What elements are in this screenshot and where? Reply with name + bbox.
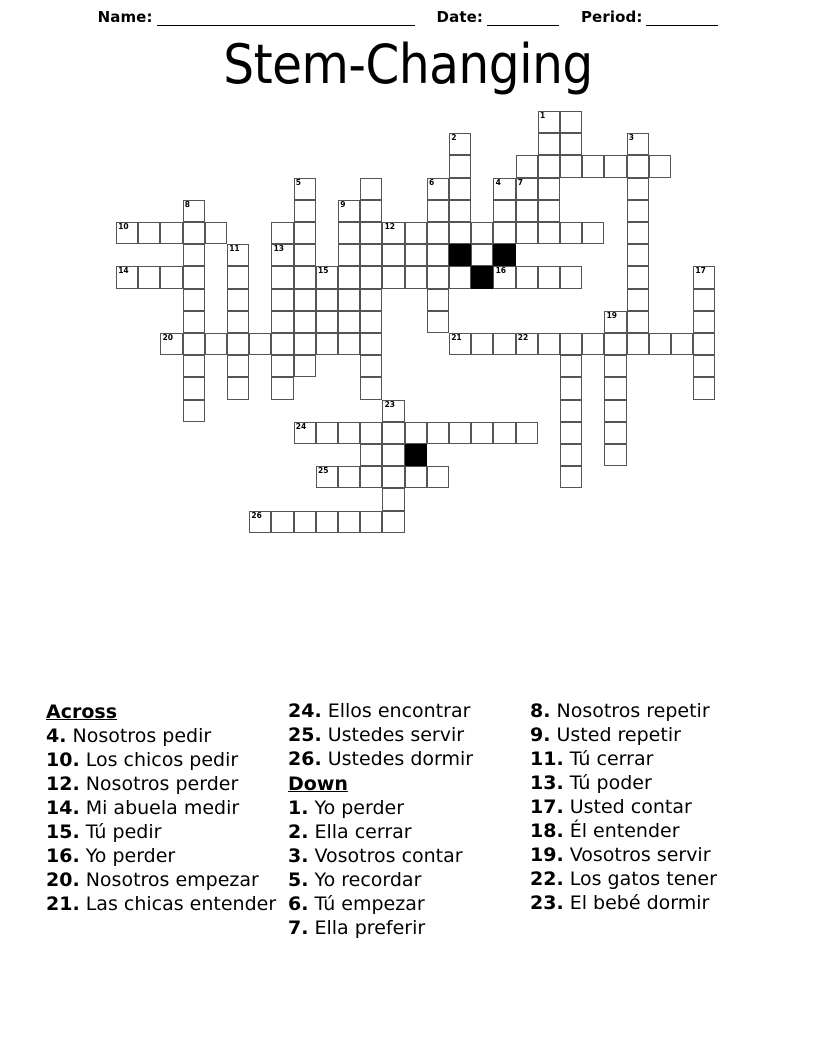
down-clue-number: 7.: [288, 917, 309, 939]
clue-lists: [46, 700, 776, 990]
grid-letter-cell[interactable]: [183, 400, 205, 422]
grid-letter-cell[interactable]: [338, 422, 360, 444]
grid-letter-cell[interactable]: [516, 155, 538, 177]
grid-letter-cell[interactable]: [360, 355, 382, 377]
grid-letter-cell[interactable]: [360, 244, 382, 266]
grid-letter-cell[interactable]: [382, 488, 404, 510]
grid-clue-number: 24: [295, 421, 307, 431]
grid-clue-number: 26: [251, 510, 262, 520]
grid-letter-cell[interactable]: [560, 266, 582, 288]
down-clue-number: 1.: [288, 797, 309, 819]
grid-letter-cell[interactable]: [405, 266, 427, 288]
grid-letter-cell[interactable]: [427, 466, 449, 488]
across-clue: 25. Ustedes servir: [288, 724, 465, 746]
grid-letter-cell[interactable]: [538, 266, 560, 288]
grid-letter-cell[interactable]: [160, 333, 182, 355]
across-heading: Across: [46, 701, 118, 723]
grid-clue-number: 9: [340, 199, 346, 209]
grid-letter-cell[interactable]: [382, 244, 404, 266]
grid-letter-cell[interactable]: [205, 222, 227, 244]
grid-letter-cell[interactable]: [316, 266, 338, 288]
grid-letter-cell[interactable]: [493, 178, 515, 200]
grid-letter-cell[interactable]: [360, 266, 382, 288]
grid-letter-cell[interactable]: [627, 222, 649, 244]
grid-letter-cell[interactable]: [516, 266, 538, 288]
grid-letter-cell[interactable]: [294, 222, 316, 244]
grid-letter-cell[interactable]: [227, 266, 249, 288]
grid-letter-cell[interactable]: [582, 155, 604, 177]
across-clue: 21. Las chicas entender: [46, 893, 277, 915]
across-clue: 4. Nosotros pedir: [46, 725, 212, 747]
grid-letter-cell[interactable]: [294, 333, 316, 355]
down-clue: 1. Yo perder: [288, 797, 405, 819]
grid-letter-cell[interactable]: [627, 200, 649, 222]
grid-letter-cell[interactable]: [227, 289, 249, 311]
grid-clue-number: 2: [451, 133, 457, 143]
grid-letter-cell[interactable]: [560, 466, 582, 488]
grid-letter-cell[interactable]: [582, 333, 604, 355]
grid-letter-cell[interactable]: [538, 178, 560, 200]
grid-letter-cell[interactable]: [382, 400, 404, 422]
grid-letter-cell[interactable]: [538, 222, 560, 244]
grid-letter-cell[interactable]: [160, 266, 182, 288]
down-clue: 3. Vosotros contar: [288, 845, 463, 867]
grid-letter-cell[interactable]: [427, 222, 449, 244]
grid-clue-number: 21: [451, 333, 462, 342]
grid-clue-number: 7: [517, 177, 523, 187]
clue-column-3: [530, 700, 780, 916]
grid-letter-cell[interactable]: [449, 333, 471, 355]
grid-letter-cell[interactable]: [338, 333, 360, 355]
across-clue-number: 26.: [288, 748, 322, 770]
crossword-grid[interactable]: [0, 0, 816, 520]
grid-letter-cell[interactable]: [693, 333, 715, 355]
grid-letter-cell[interactable]: [294, 422, 316, 444]
grid-clue-number: 20: [162, 333, 174, 342]
grid-letter-cell[interactable]: [449, 422, 471, 444]
grid-letter-cell[interactable]: [227, 244, 249, 266]
grid-letter-cell[interactable]: [116, 266, 138, 288]
across-clue: 16. Yo perder: [46, 845, 176, 867]
grid-letter-cell[interactable]: [271, 244, 293, 266]
across-clue-number: 25.: [288, 724, 322, 746]
grid-letter-cell[interactable]: [338, 266, 360, 288]
grid-letter-cell[interactable]: [604, 377, 626, 399]
grid-clue-number: 19: [606, 310, 618, 320]
grid-letter-cell[interactable]: [649, 155, 671, 177]
grid-letter-cell[interactable]: [627, 244, 649, 266]
grid-letter-cell[interactable]: [382, 511, 404, 533]
grid-letter-cell[interactable]: [294, 355, 316, 377]
grid-letter-cell[interactable]: [604, 311, 626, 333]
grid-letter-cell[interactable]: [471, 422, 493, 444]
down-clue-number: 2.: [288, 821, 309, 843]
across-clue-number: 10.: [46, 749, 80, 771]
grid-letter-cell[interactable]: [183, 333, 205, 355]
grid-letter-cell[interactable]: [627, 333, 649, 355]
grid-letter-cell[interactable]: [560, 377, 582, 399]
grid-letter-cell[interactable]: [604, 333, 626, 355]
grid-letter-cell[interactable]: [116, 222, 138, 244]
grid-letter-cell[interactable]: [560, 155, 582, 177]
grid-letter-cell[interactable]: [493, 333, 515, 355]
grid-letter-cell[interactable]: [427, 422, 449, 444]
grid-clue-number: 6: [428, 177, 435, 187]
down-clue: 2. Ella cerrar: [288, 821, 412, 843]
grid-clue-number: 16: [495, 266, 507, 276]
grid-letter-cell[interactable]: [338, 200, 360, 222]
down-clue: 23. El bebé dormir: [530, 892, 710, 914]
across-clue-number: 21.: [46, 893, 80, 915]
grid-letter-cell[interactable]: [316, 511, 338, 533]
grid-letter-cell[interactable]: [249, 511, 271, 533]
grid-letter-cell[interactable]: [183, 244, 205, 266]
grid-letter-cell[interactable]: [604, 355, 626, 377]
grid-letter-cell[interactable]: [627, 155, 649, 177]
grid-clue-number: 13: [273, 244, 285, 254]
grid-letter-cell[interactable]: [316, 333, 338, 355]
grid-letter-cell[interactable]: [294, 244, 316, 266]
across-clue-number: 12.: [46, 773, 80, 795]
grid-letter-cell[interactable]: [360, 222, 382, 244]
down-clue-number: 19.: [530, 844, 564, 866]
grid-letter-cell[interactable]: [271, 377, 293, 399]
grid-letter-cell[interactable]: [271, 311, 293, 333]
grid-letter-cell[interactable]: [560, 444, 582, 466]
grid-block-cell: [471, 266, 493, 288]
across-clue: 20. Nosotros empezar: [46, 869, 259, 891]
grid-letter-cell[interactable]: [294, 266, 316, 288]
across-clue: 26. Ustedes dormir: [288, 748, 474, 770]
grid-letter-cell[interactable]: [316, 289, 338, 311]
grid-letter-cell[interactable]: [538, 333, 560, 355]
grid-letter-cell[interactable]: [427, 200, 449, 222]
grid-letter-cell[interactable]: [582, 222, 604, 244]
grid-letter-cell[interactable]: [560, 400, 582, 422]
grid-block-cell: [449, 244, 471, 266]
grid-letter-cell[interactable]: [271, 266, 293, 288]
grid-letter-cell[interactable]: [427, 311, 449, 333]
down-clue: 6. Tú empezar: [288, 893, 425, 915]
across-clue: 10. Los chicos pedir: [46, 749, 239, 771]
down-clue-number: 9.: [530, 724, 551, 746]
down-clue-number: 22.: [530, 868, 564, 890]
grid-block-cell: [493, 244, 515, 266]
across-clue-number: 24.: [288, 700, 322, 722]
grid-letter-cell[interactable]: [449, 155, 471, 177]
grid-letter-cell[interactable]: [249, 333, 271, 355]
grid-letter-cell[interactable]: [271, 355, 293, 377]
grid-letter-cell[interactable]: [183, 355, 205, 377]
grid-letter-cell[interactable]: [360, 333, 382, 355]
grid-letter-cell[interactable]: [405, 466, 427, 488]
down-clue-number: 5.: [288, 869, 309, 891]
grid-letter-cell[interactable]: [227, 377, 249, 399]
grid-letter-cell[interactable]: [316, 466, 338, 488]
grid-letter-cell[interactable]: [560, 133, 582, 155]
grid-letter-cell[interactable]: [693, 377, 715, 399]
grid-letter-cell[interactable]: [627, 266, 649, 288]
grid-clue-number: 4: [495, 177, 501, 187]
grid-letter-cell[interactable]: [693, 289, 715, 311]
grid-letter-cell[interactable]: [183, 289, 205, 311]
grid-letter-cell[interactable]: [449, 222, 471, 244]
across-clue-number: 15.: [46, 821, 80, 843]
grid-letter-cell[interactable]: [627, 178, 649, 200]
down-clue-number: 3.: [288, 845, 309, 867]
grid-letter-cell[interactable]: [471, 333, 493, 355]
grid-clue-number: 11: [229, 244, 240, 254]
grid-letter-cell[interactable]: [693, 355, 715, 377]
page-title: Stem-Changing: [223, 33, 593, 96]
grid-letter-cell[interactable]: [360, 466, 382, 488]
grid-letter-cell[interactable]: [538, 111, 560, 133]
grid-letter-cell[interactable]: [382, 266, 404, 288]
grid-letter-cell[interactable]: [183, 377, 205, 399]
grid-letter-cell[interactable]: [427, 244, 449, 266]
grid-letter-cell[interactable]: [271, 289, 293, 311]
grid-clue-number: 17: [695, 266, 706, 276]
grid-letter-cell[interactable]: [360, 200, 382, 222]
grid-letter-cell[interactable]: [338, 222, 360, 244]
clue-column-2: [288, 700, 528, 941]
grid-letter-cell[interactable]: [649, 333, 671, 355]
grid-letter-cell[interactable]: [604, 444, 626, 466]
grid-letter-cell[interactable]: [138, 222, 160, 244]
grid-letter-cell[interactable]: [338, 466, 360, 488]
grid-letter-cell[interactable]: [138, 266, 160, 288]
grid-letter-cell[interactable]: [427, 289, 449, 311]
grid-letter-cell[interactable]: [316, 311, 338, 333]
down-clue: 5. Yo recordar: [288, 869, 422, 891]
grid-clue-number: 23: [384, 399, 396, 409]
grid-letter-cell[interactable]: [560, 355, 582, 377]
grid-letter-cell[interactable]: [693, 266, 715, 288]
across-clue: 24. Ellos encontrar: [288, 700, 471, 722]
grid-letter-cell[interactable]: [516, 200, 538, 222]
clue-column-1: [46, 700, 286, 917]
grid-letter-cell[interactable]: [382, 422, 404, 444]
grid-letter-cell[interactable]: [560, 111, 582, 133]
across-clue: 14. Mi abuela medir: [46, 797, 240, 819]
down-clue: 13. Tú poder: [530, 772, 652, 794]
grid-letter-cell[interactable]: [183, 266, 205, 288]
grid-letter-cell[interactable]: [183, 311, 205, 333]
grid-clue-number: 12: [384, 222, 396, 231]
grid-clue-number: 3: [628, 133, 634, 143]
grid-letter-cell[interactable]: [516, 222, 538, 244]
grid-letter-cell[interactable]: [360, 289, 382, 311]
grid-letter-cell[interactable]: [360, 422, 382, 444]
down-clue: 18. Él entender: [530, 820, 680, 842]
grid-letter-cell[interactable]: [449, 133, 471, 155]
grid-letter-cell[interactable]: [449, 178, 471, 200]
grid-letter-cell[interactable]: [294, 311, 316, 333]
down-clue: 9. Usted repetir: [530, 724, 681, 746]
grid-letter-cell[interactable]: [294, 178, 316, 200]
grid-letter-cell[interactable]: [382, 444, 404, 466]
grid-letter-cell[interactable]: [227, 355, 249, 377]
grid-letter-cell[interactable]: [405, 222, 427, 244]
grid-letter-cell[interactable]: [405, 244, 427, 266]
grid-letter-cell[interactable]: [560, 422, 582, 444]
grid-letter-cell[interactable]: [405, 422, 427, 444]
down-clue-number: 6.: [288, 893, 309, 915]
across-clue-number: 4.: [46, 725, 67, 747]
down-clue-number: 17.: [530, 796, 564, 818]
grid-letter-cell[interactable]: [471, 244, 493, 266]
grid-letter-cell[interactable]: [294, 511, 316, 533]
across-clue-number: 16.: [46, 845, 80, 867]
down-clue: 17. Usted contar: [530, 796, 692, 818]
grid-letter-cell[interactable]: [360, 377, 382, 399]
down-clue-number: 18.: [530, 820, 564, 842]
down-clue: 22. Los gatos tener: [530, 868, 717, 890]
grid-letter-cell[interactable]: [627, 133, 649, 155]
name-label: Name:: [97, 8, 153, 26]
grid-letter-cell[interactable]: [538, 200, 560, 222]
down-clue-number: 23.: [530, 892, 564, 914]
grid-letter-cell[interactable]: [671, 333, 693, 355]
grid-letter-cell[interactable]: [183, 222, 205, 244]
grid-clue-number: 10: [118, 222, 129, 231]
grid-letter-cell[interactable]: [360, 178, 382, 200]
down-heading: Down: [288, 773, 348, 795]
grid-letter-cell[interactable]: [338, 244, 360, 266]
grid-letter-cell[interactable]: [227, 333, 249, 355]
grid-letter-cell[interactable]: [183, 200, 205, 222]
grid-letter-cell[interactable]: [516, 333, 538, 355]
down-clue: 11. Tú cerrar: [530, 748, 654, 770]
grid-letter-cell[interactable]: [360, 311, 382, 333]
grid-letter-cell[interactable]: [271, 222, 293, 244]
grid-letter-cell[interactable]: [427, 178, 449, 200]
grid-clue-number: 5: [295, 177, 301, 187]
grid-block-cell: [405, 444, 427, 466]
grid-clue-number: 25: [317, 466, 329, 476]
grid-letter-cell[interactable]: [693, 311, 715, 333]
grid-letter-cell[interactable]: [538, 133, 560, 155]
grid-letter-cell[interactable]: [227, 311, 249, 333]
grid-letter-cell[interactable]: [271, 333, 293, 355]
grid-letter-cell[interactable]: [338, 311, 360, 333]
across-clue: 12. Nosotros perder: [46, 773, 239, 795]
grid-letter-cell[interactable]: [382, 466, 404, 488]
grid-letter-cell[interactable]: [627, 311, 649, 333]
grid-clue-number: 8: [184, 199, 190, 209]
grid-clue-number: 22: [517, 333, 529, 342]
grid-clue-number: 14: [118, 266, 129, 276]
grid-letter-cell[interactable]: [271, 511, 293, 533]
grid-letter-cell[interactable]: [449, 200, 471, 222]
grid-letter-cell[interactable]: [160, 222, 182, 244]
grid-letter-cell[interactable]: [427, 266, 449, 288]
down-clue-number: 11.: [530, 748, 564, 770]
period-label: Period:: [580, 8, 643, 26]
grid-letter-cell[interactable]: [449, 266, 471, 288]
grid-letter-cell[interactable]: [516, 422, 538, 444]
grid-letter-cell[interactable]: [560, 222, 582, 244]
across-clue-number: 20.: [46, 869, 80, 891]
grid-letter-cell[interactable]: [538, 155, 560, 177]
grid-letter-cell[interactable]: [604, 155, 626, 177]
grid-letter-cell[interactable]: [493, 222, 515, 244]
grid-letter-cell[interactable]: [294, 289, 316, 311]
grid-letter-cell[interactable]: [493, 200, 515, 222]
grid-letter-cell[interactable]: [316, 422, 338, 444]
grid-letter-cell[interactable]: [560, 333, 582, 355]
date-label: Date:: [436, 8, 483, 26]
down-clue: 19. Vosotros servir: [530, 844, 711, 866]
grid-letter-cell[interactable]: [604, 422, 626, 444]
grid-letter-cell[interactable]: [360, 444, 382, 466]
grid-clue-number: 15: [317, 266, 329, 276]
grid-letter-cell[interactable]: [382, 222, 404, 244]
down-clue-number: 13.: [530, 772, 564, 794]
grid-letter-cell[interactable]: [471, 222, 493, 244]
grid-letter-cell[interactable]: [360, 511, 382, 533]
grid-letter-cell[interactable]: [493, 266, 515, 288]
grid-letter-cell[interactable]: [627, 289, 649, 311]
down-clue-number: 8.: [530, 700, 551, 722]
down-clue: 7. Ella preferir: [288, 917, 426, 939]
grid-letter-cell[interactable]: [338, 511, 360, 533]
grid-letter-cell[interactable]: [294, 200, 316, 222]
across-clue-number: 14.: [46, 797, 80, 819]
grid-letter-cell[interactable]: [604, 400, 626, 422]
grid-letter-cell[interactable]: [493, 422, 515, 444]
grid-letter-cell[interactable]: [205, 333, 227, 355]
grid-clue-number: 1: [539, 111, 546, 120]
grid-letter-cell[interactable]: [338, 289, 360, 311]
grid-letter-cell[interactable]: [516, 178, 538, 200]
across-clue: 15. Tú pedir: [46, 821, 162, 843]
down-clue: 8. Nosotros repetir: [530, 700, 710, 722]
